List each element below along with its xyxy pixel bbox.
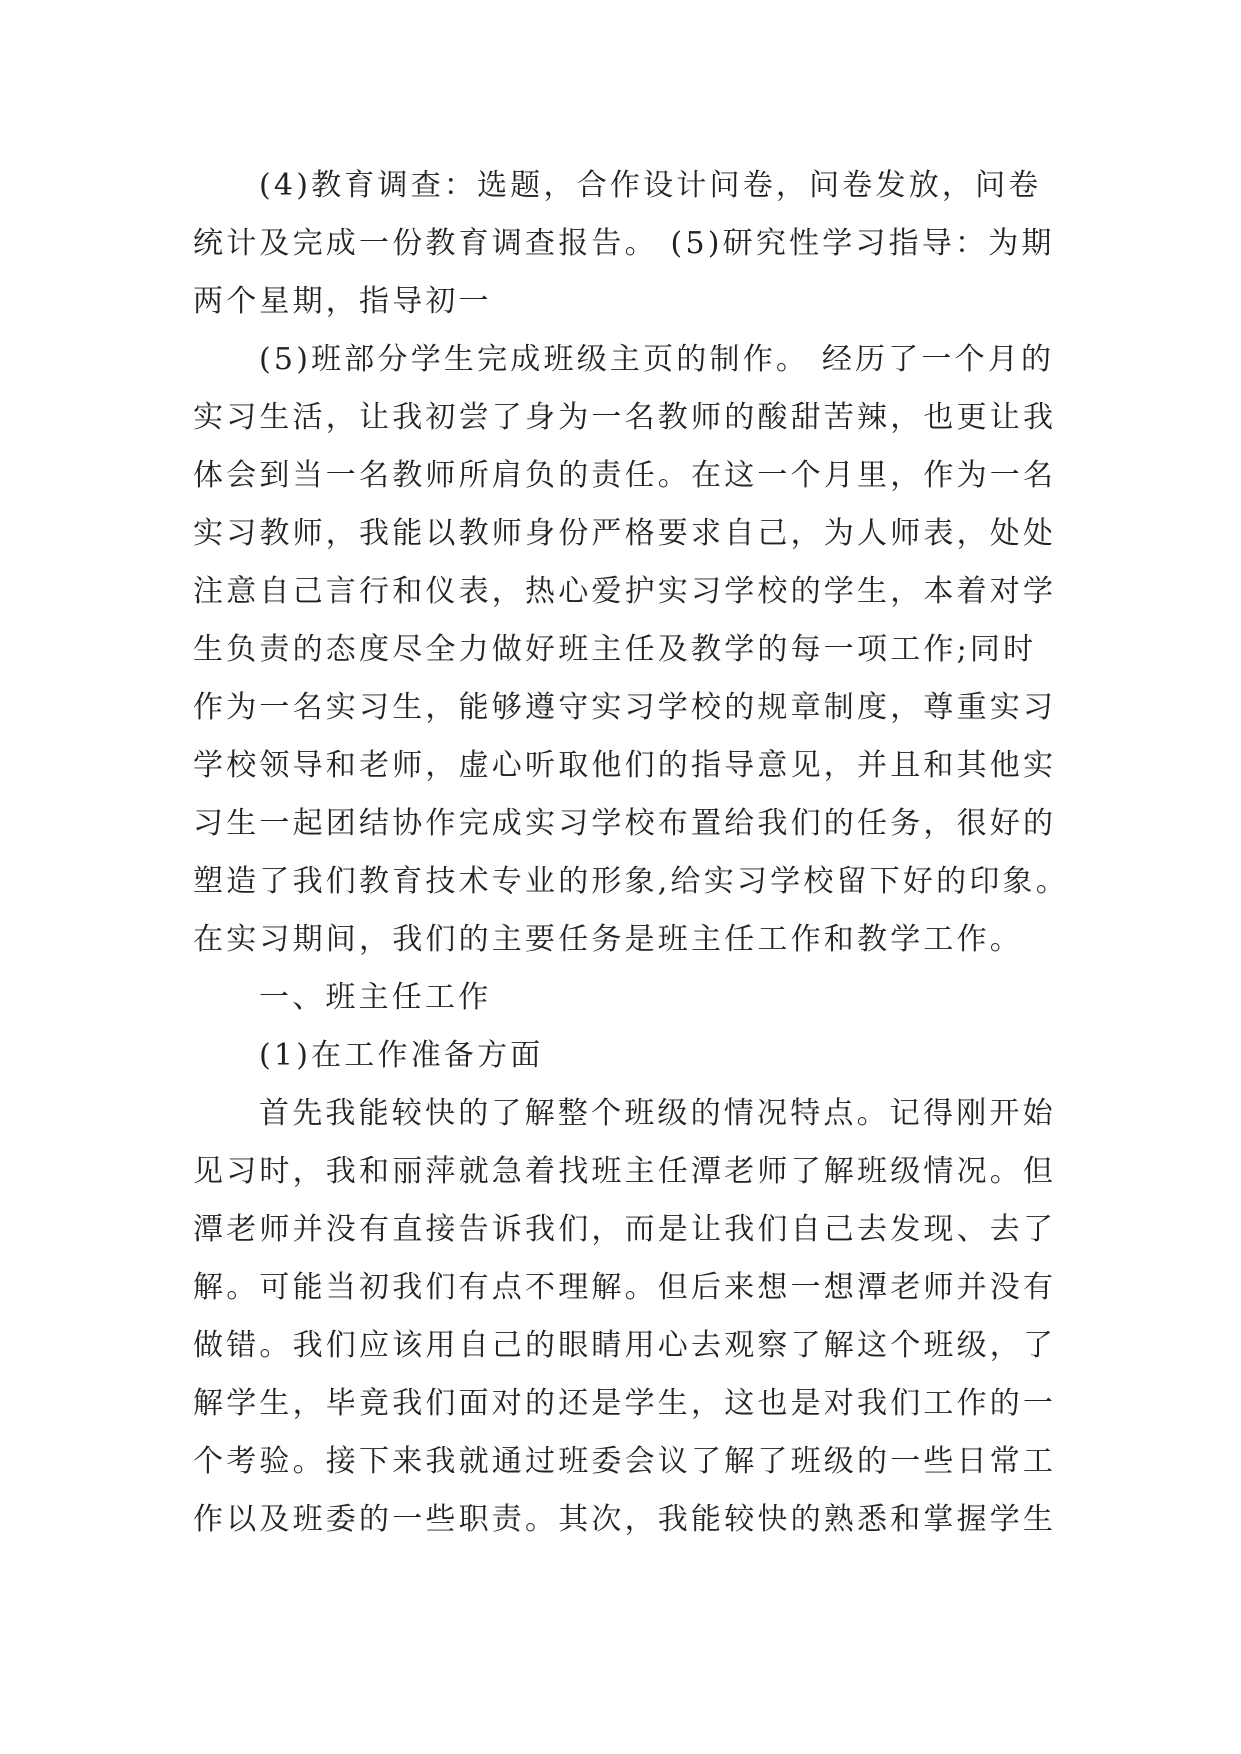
text-line: 实习生活，让我初尝了身为一名教师的酸甜苦辣，也更让我: [193, 400, 1057, 435]
text-line: 潭老师并没有直接告诉我们，而是让我们自己去发现、去了: [193, 1212, 1057, 1247]
text-line: 见习时，我和丽萍就急着找班主任潭老师了解班级情况。但: [193, 1154, 1057, 1189]
text-line: 统计及完成一份教育调查报告。 (5)研究性学习指导：为期: [193, 226, 1055, 261]
text-line: 个考验。接下来我就通过班委会议了解了班级的一些日常工: [193, 1444, 1057, 1479]
section-heading: 一、班主任工作: [259, 980, 492, 1015]
text-line: 学校领导和老师，虚心听取他们的指导意见，并且和其他实: [193, 748, 1057, 783]
text-line: 解。可能当初我们有点不理解。但后来想一想潭老师并没有: [193, 1270, 1057, 1305]
text-line: 实习教师，我能以教师身份严格要求自己，为人师表，处处: [193, 516, 1057, 551]
text-line: 做错。我们应该用自己的眼睛用心去观察了解这个班级，了: [193, 1328, 1057, 1363]
text-line: 习生一起团结协作完成实习学校布置给我们的任务，很好的: [193, 806, 1057, 841]
text-line: 作以及班委的一些职责。其次，我能较快的熟悉和掌握学生: [193, 1502, 1057, 1537]
text-line: 解学生，毕竟我们面对的还是学生，这也是对我们工作的一: [193, 1386, 1057, 1421]
subsection-heading: (1)在工作准备方面: [259, 1038, 544, 1073]
text-line: (5)班部分学生完成班级主页的制作。 经历了一个月的: [259, 342, 1055, 377]
text-line: 生负责的态度尽全力做好班主任及教学的每一项工作;同时: [193, 632, 1037, 667]
text-line: 两个星期，指导初一: [193, 284, 492, 319]
text-line: 注意自己言行和仪表，热心爱护实习学校的学生，本着对学: [193, 574, 1057, 609]
text-line: 首先我能较快的了解整个班级的情况特点。记得刚开始: [259, 1096, 1056, 1131]
text-line: 作为一名实习生，能够遵守实习学校的规章制度，尊重实习: [193, 690, 1057, 725]
text-line: 在实习期间，我们的主要任务是班主任工作和教学工作。: [193, 922, 1023, 957]
text-line: (4)教育调查：选题，合作设计问卷，问卷发放，问卷: [259, 168, 1042, 203]
text-line: 塑造了我们教育技术专业的形象,给实习学校留下好的印象。: [193, 864, 1069, 899]
document-body: [193, 157, 1069, 1549]
text-line: 体会到当一名教师所肩负的责任。在这一个月里，作为一名: [193, 458, 1057, 493]
